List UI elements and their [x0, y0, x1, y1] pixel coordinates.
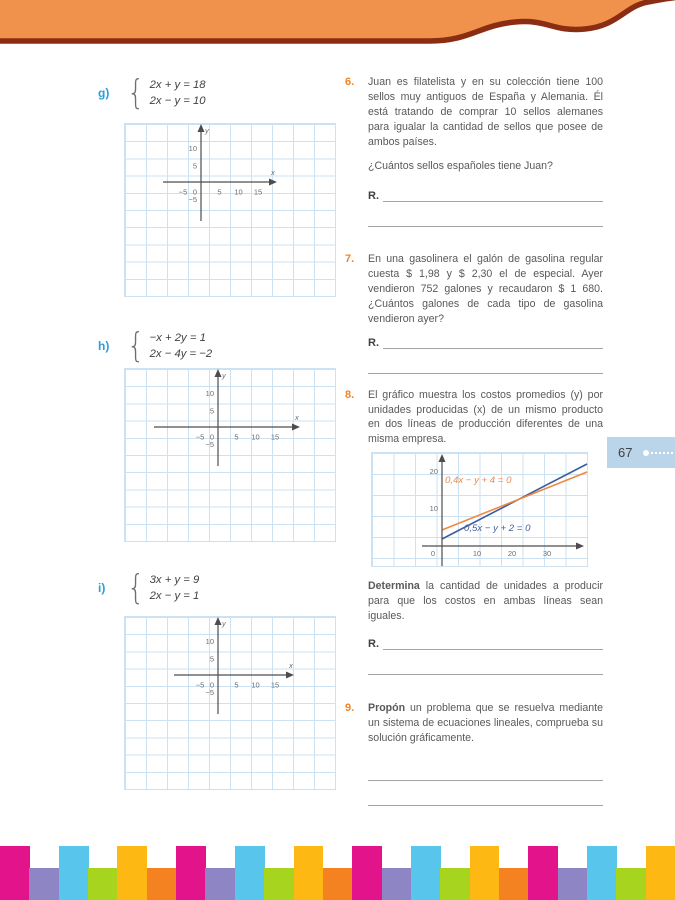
chart-axes [372, 453, 587, 566]
stripe [411, 846, 441, 900]
y-axis-letter: y [205, 126, 209, 135]
x-axis-letter: x [289, 661, 293, 670]
tick: 5 [234, 680, 239, 690]
stripe [323, 868, 353, 900]
tick: 5 [209, 406, 214, 416]
page-number: 67 [618, 445, 633, 460]
y-axis-arrow-icon [439, 454, 446, 462]
bottom-stripes [0, 840, 675, 900]
y-axis-letter: y [222, 371, 226, 380]
y-axis-letter: y [222, 619, 226, 628]
stripe [59, 846, 89, 900]
tick: 15 [270, 680, 280, 690]
answer-line [383, 335, 603, 349]
tick: −5 [188, 195, 197, 204]
tick: 10 [234, 187, 243, 197]
exercise-7 [345, 252, 603, 374]
answer-line [383, 636, 603, 650]
y-axis-arrow-icon [198, 124, 205, 132]
stripe [117, 846, 147, 900]
answer-row [368, 188, 603, 202]
stripe [88, 868, 118, 900]
stripe [382, 868, 412, 900]
stripe [352, 846, 382, 900]
tick: 0 [430, 549, 436, 558]
exercise-number: 7. [345, 253, 355, 265]
equation: −x + 2y = 1 [149, 331, 206, 344]
exercise-number: 6. [345, 76, 355, 88]
equation: 3x + y = 9 [149, 573, 200, 586]
stripe [470, 846, 500, 900]
exercise-number: 9. [345, 702, 355, 714]
x-axis-arrow-icon [286, 672, 294, 679]
exercise-letter-g: g) [98, 86, 110, 100]
tick: 5 [209, 654, 214, 664]
stripe [587, 846, 617, 900]
stripe [0, 846, 30, 900]
prompt-bold-word: Propón [368, 702, 406, 714]
tick: 10 [205, 389, 214, 398]
exercise-number: 8. [345, 389, 355, 401]
answer-row [368, 335, 603, 349]
x-axis-arrow-icon [576, 543, 584, 550]
graph-grid-g [124, 123, 336, 297]
tick: 5 [217, 187, 222, 197]
prompt-rest: un problema que se resuelva mediante un sistema de ecuaciones lineales, comprueba su solución gráficamente. [368, 702, 603, 744]
brace-icon: { [127, 73, 145, 113]
tick: −5 [195, 432, 205, 442]
answer-line [368, 768, 603, 781]
system-h [98, 326, 213, 366]
exercise-7-text: En una gasolinera el galón de gasolina regular cuesta $ 1,98 y $ 2,30 el de especial. Ayer vendieron 752 galones y recaudaron $ 1 680. ¿Cuántos galones de cada tipo de gasolina vendieron ayer? [368, 253, 603, 325]
page-number-tab [607, 437, 675, 468]
stripe [528, 846, 558, 900]
tick: 0 [192, 187, 198, 197]
system-g [98, 73, 206, 113]
exercise-letter-i: i) [98, 581, 106, 595]
tick: −5 [205, 440, 214, 449]
graph-grid-i [124, 616, 336, 790]
cost-lines-chart [371, 452, 588, 567]
system-g-equations [150, 77, 206, 110]
answer-row [368, 636, 603, 650]
answer-line [383, 188, 603, 202]
system-h-equations [150, 330, 213, 363]
stripe [616, 868, 646, 900]
stripe [558, 868, 588, 900]
stripe [294, 846, 324, 900]
graph-grid-h [124, 368, 336, 542]
tick: 10 [251, 680, 260, 690]
top-banner-wave [0, 0, 675, 62]
exercise-8-text: El gráfico muestra los costos promedios (y) por unidades producidas (x) de un mismo producto en dos líneas de producción diferentes de una misma empresa. [368, 389, 603, 445]
exercise-9-prompt [368, 701, 603, 746]
answer-line [368, 214, 603, 227]
brace-icon: { [127, 326, 145, 366]
equation: 2x − y = 1 [149, 590, 200, 602]
prompt-bold-word: Determina [368, 580, 420, 592]
y-axis-arrow-icon [215, 369, 222, 377]
stripe [646, 846, 675, 900]
grid-g-axes [125, 124, 335, 296]
banner-shape [0, 0, 675, 41]
stripe [499, 868, 529, 900]
answer-label: R. [368, 190, 379, 202]
tick: 15 [270, 432, 280, 442]
tick: 5 [234, 432, 239, 442]
exercise-8 [345, 388, 603, 675]
tick: −5 [178, 187, 188, 197]
grid-i-axes [125, 617, 335, 789]
y-axis-arrow-icon [215, 617, 222, 625]
grid-h-axes [125, 369, 335, 541]
tick: 10 [251, 432, 260, 442]
tick: 20 [507, 549, 517, 558]
answer-label: R. [368, 337, 379, 349]
blue-line-equation-label: 0,5x − y + 2 = 0 [464, 523, 531, 534]
exercise-letter-h: h) [98, 339, 110, 353]
exercise-6 [345, 75, 603, 227]
tick: 5 [192, 161, 197, 171]
exercise-8-prompt [368, 579, 603, 624]
equation: 2x + y = 18 [149, 78, 206, 91]
stripe [440, 868, 470, 900]
stripe [176, 846, 206, 900]
tick: −5 [205, 688, 214, 697]
answer-line [368, 662, 603, 675]
dot-icon [643, 450, 649, 456]
x-axis-letter: x [295, 413, 299, 422]
system-i [98, 568, 200, 608]
tick: 10 [205, 637, 214, 646]
brace-icon: { [127, 568, 145, 608]
x-axis-letter: x [271, 168, 275, 177]
tick: 10 [472, 549, 482, 558]
dotted-line [651, 452, 673, 454]
tick: −5 [195, 680, 205, 690]
answer-label: R. [368, 638, 379, 650]
x-axis-arrow-icon [269, 179, 277, 186]
answer-line [368, 793, 603, 806]
exercise-6-text: Juan es filatelista y en su colección tiene 100 sellos muy antiguos de España y Alemania. Él está tratando de comprar 10 sellos alemanes para igualar la cantidad de sellos que posee de ambos países. [368, 76, 603, 148]
tick: 20 [429, 467, 438, 476]
system-i-equations [150, 572, 200, 605]
stripe [235, 846, 265, 900]
tick: 15 [253, 187, 263, 197]
x-axis-arrow-icon [292, 424, 300, 431]
stripe [147, 868, 177, 900]
exercise-9 [345, 701, 603, 806]
orange-line-equation-label: 0,4x − y + 4 = 0 [445, 475, 512, 486]
answer-line [368, 361, 603, 374]
tick: 0 [209, 432, 215, 442]
equation: 2x − 4y = −2 [149, 348, 213, 360]
exercise-6-question: ¿Cuántos sellos españoles tiene Juan? [368, 160, 553, 172]
tick: 30 [542, 549, 552, 558]
tick: 10 [429, 504, 438, 513]
stripe [264, 868, 294, 900]
tick: 0 [209, 680, 215, 690]
stripe [205, 868, 235, 900]
prompt-rest: la cantidad de unidades a producir para que los costos en ambas líneas sean iguales. [368, 580, 603, 622]
stripe [29, 868, 59, 900]
equation: 2x − y = 10 [149, 95, 206, 107]
tick: 10 [188, 144, 197, 153]
